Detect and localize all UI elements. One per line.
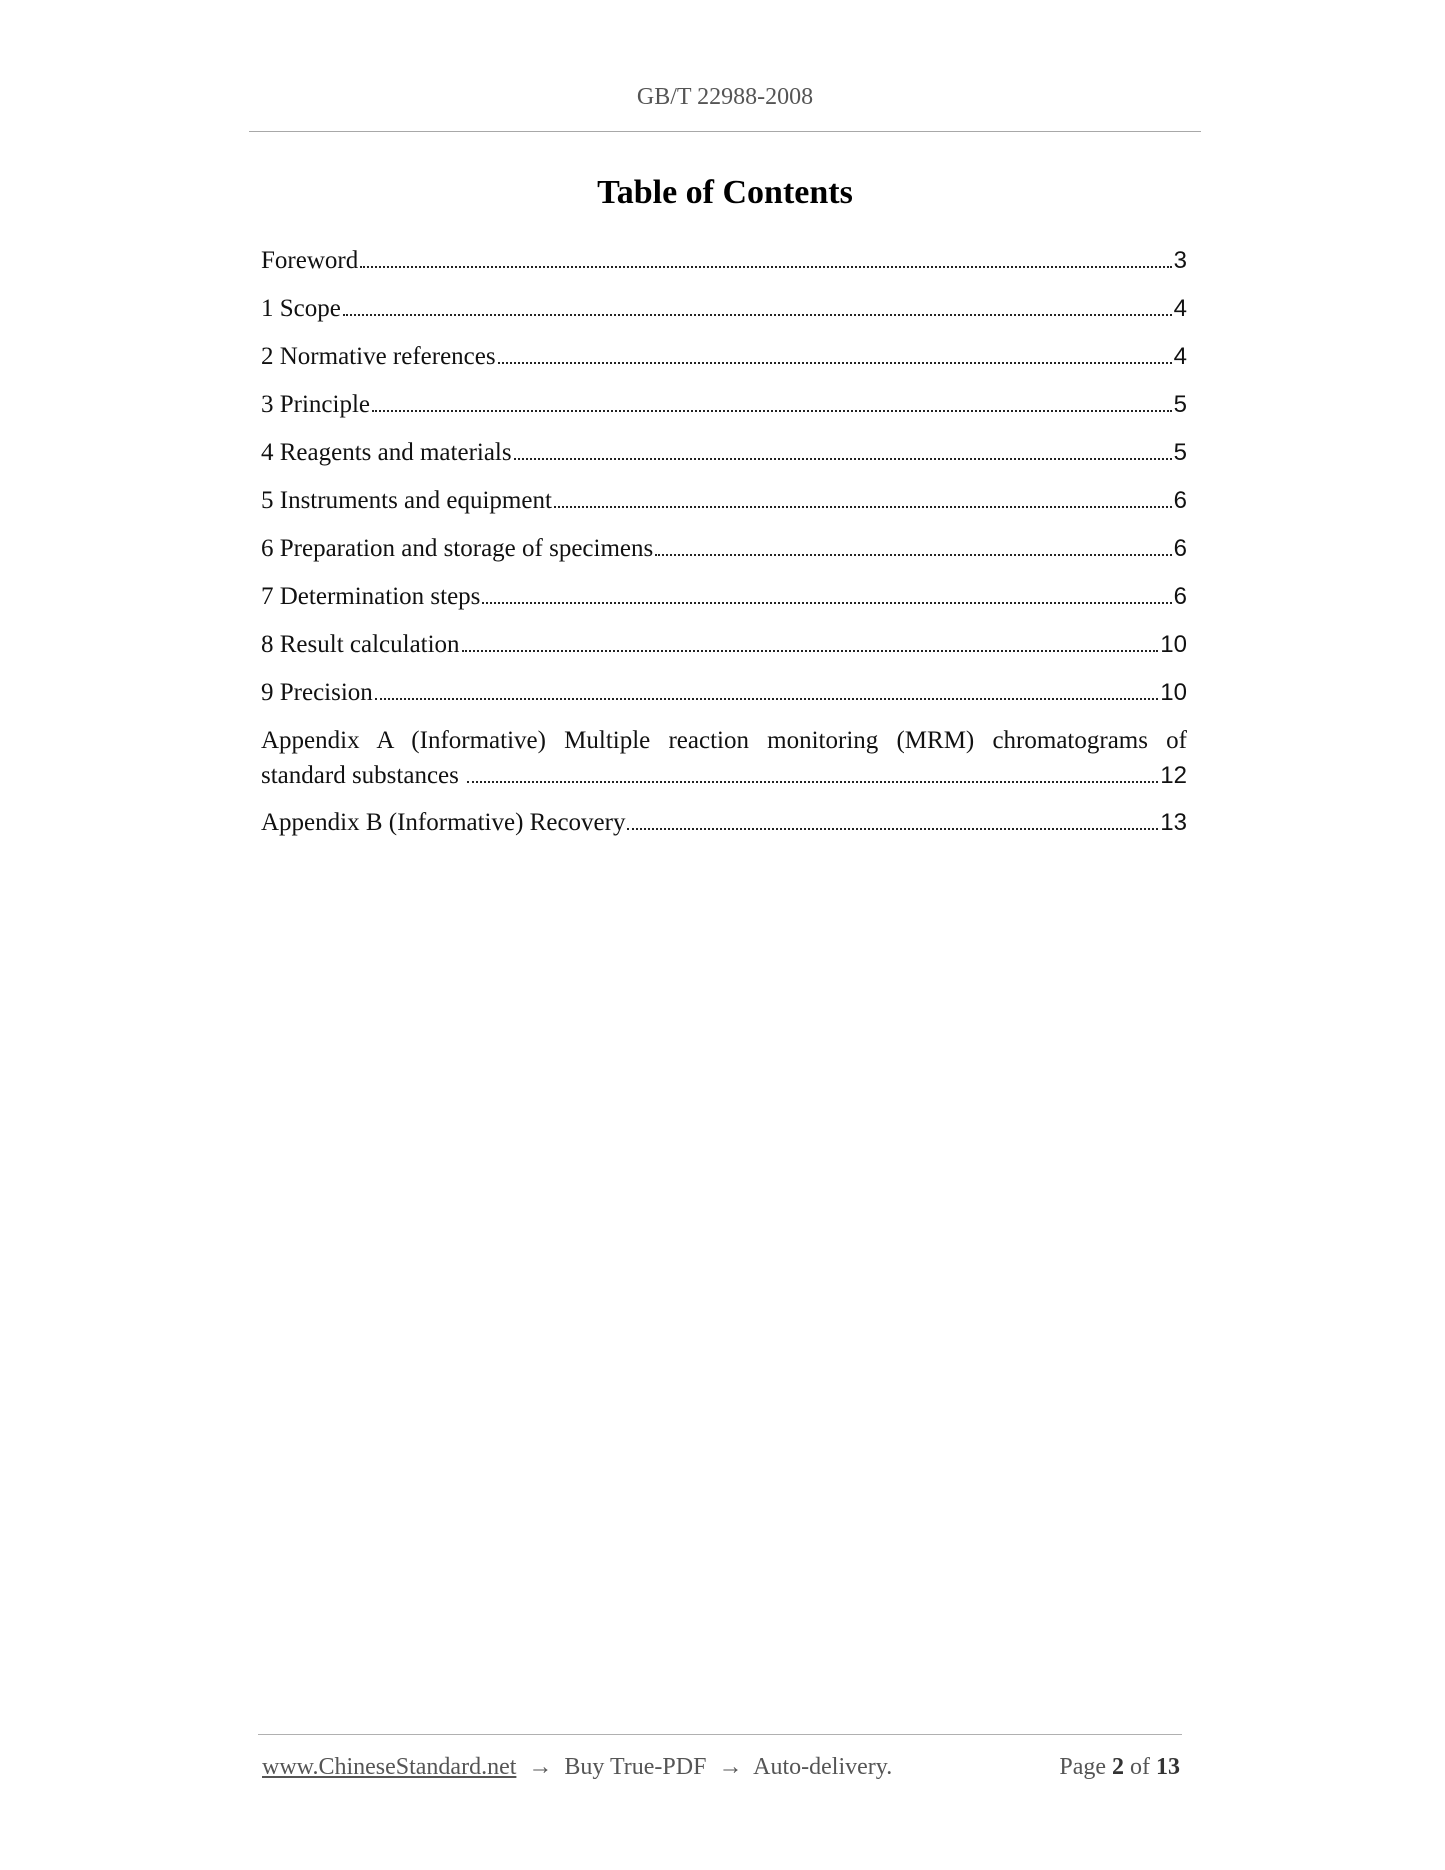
toc-entry-principle[interactable] <box>261 387 1187 423</box>
dot-leader <box>498 362 1172 364</box>
toc-entry-page: 4 <box>1173 343 1187 370</box>
toc-entry-page: 12 <box>1160 762 1187 789</box>
toc-entry-scope[interactable] <box>261 291 1187 327</box>
toc-entry-page: 10 <box>1160 679 1187 706</box>
page-current: 2 <box>1112 1754 1124 1780</box>
dot-leader <box>482 602 1171 604</box>
site-link[interactable]: www.ChineseStandard.net <box>262 1754 517 1780</box>
page-title: Table of Contents <box>597 174 853 211</box>
toc-entry-label: 5 Instruments and equipment <box>261 487 552 514</box>
footer-divider <box>258 1734 1182 1735</box>
toc-entry-preparation[interactable] <box>261 531 1187 567</box>
toc-entry-appendix-a[interactable] <box>261 723 1187 793</box>
footer-promo <box>262 1754 892 1781</box>
toc-entry-appendix-b[interactable] <box>261 805 1187 841</box>
page-word: Page <box>1059 1754 1106 1780</box>
dot-leader <box>343 314 1172 316</box>
toc-entry-page: 5 <box>1173 439 1187 466</box>
toc-entry-result-calculation[interactable] <box>261 627 1187 663</box>
dot-leader <box>514 458 1172 460</box>
toc-entry-page: 4 <box>1173 295 1187 322</box>
toc-entry-label: 2 Normative references <box>261 343 496 370</box>
dot-leader <box>554 506 1172 508</box>
table-of-contents <box>261 243 1187 853</box>
toc-entry-instruments[interactable] <box>261 483 1187 519</box>
dot-leader <box>375 698 1159 700</box>
toc-entry-page: 6 <box>1173 487 1187 514</box>
toc-entry-foreword[interactable] <box>261 243 1187 279</box>
toc-entry-page: 6 <box>1173 583 1187 610</box>
toc-entry-page: 10 <box>1160 631 1187 658</box>
toc-entry-label: Appendix A (Informative) Multiple reaction monitoring (MRM) chromatograms of <box>261 727 1187 754</box>
dot-leader <box>627 828 1158 830</box>
toc-entry-label: Appendix B (Informative) Recovery <box>261 809 626 836</box>
auto-delivery-text: Auto-delivery. <box>753 1754 893 1780</box>
page-total: 13 <box>1156 1754 1180 1780</box>
toc-entry-label: 1 Scope <box>261 295 341 322</box>
page-indicator <box>1059 1754 1180 1781</box>
toc-entry-page: 13 <box>1160 809 1187 836</box>
toc-entry-normative-references[interactable] <box>261 339 1187 375</box>
toc-entry-page: 3 <box>1173 247 1187 274</box>
header-divider <box>249 131 1201 132</box>
toc-entry-label: 7 Determination steps <box>261 583 481 610</box>
toc-entry-reagents[interactable] <box>261 435 1187 471</box>
toc-entry-page: 5 <box>1173 391 1187 418</box>
toc-entry-label: 4 Reagents and materials <box>261 439 512 466</box>
toc-entry-label: 3 Principle <box>261 391 371 418</box>
toc-entry-label: 8 Result calculation <box>261 631 460 658</box>
dot-leader <box>372 410 1172 412</box>
toc-entry-page: 6 <box>1173 535 1187 562</box>
dot-leader <box>655 554 1171 556</box>
running-header: GB/T 22988-2008 <box>636 84 814 110</box>
buy-true-pdf-text: Buy True-PDF <box>564 1754 707 1780</box>
toc-entry-precision[interactable] <box>261 675 1187 711</box>
arrow-right-icon: → <box>528 1754 553 1780</box>
arrow-right-icon: → <box>718 1754 743 1780</box>
dot-leader <box>467 781 1158 783</box>
toc-entry-label: Foreword <box>261 247 359 274</box>
page-footer <box>262 1754 1180 1781</box>
dot-leader <box>360 266 1171 268</box>
toc-entry-label: 9 Precision <box>261 679 373 706</box>
of-word: of <box>1130 1754 1150 1780</box>
dot-leader <box>462 650 1159 652</box>
toc-entry-determination[interactable] <box>261 579 1187 615</box>
toc-entry-label: 6 Preparation and storage of specimens <box>261 535 654 562</box>
toc-entry-label-continued: standard substances <box>261 762 459 789</box>
